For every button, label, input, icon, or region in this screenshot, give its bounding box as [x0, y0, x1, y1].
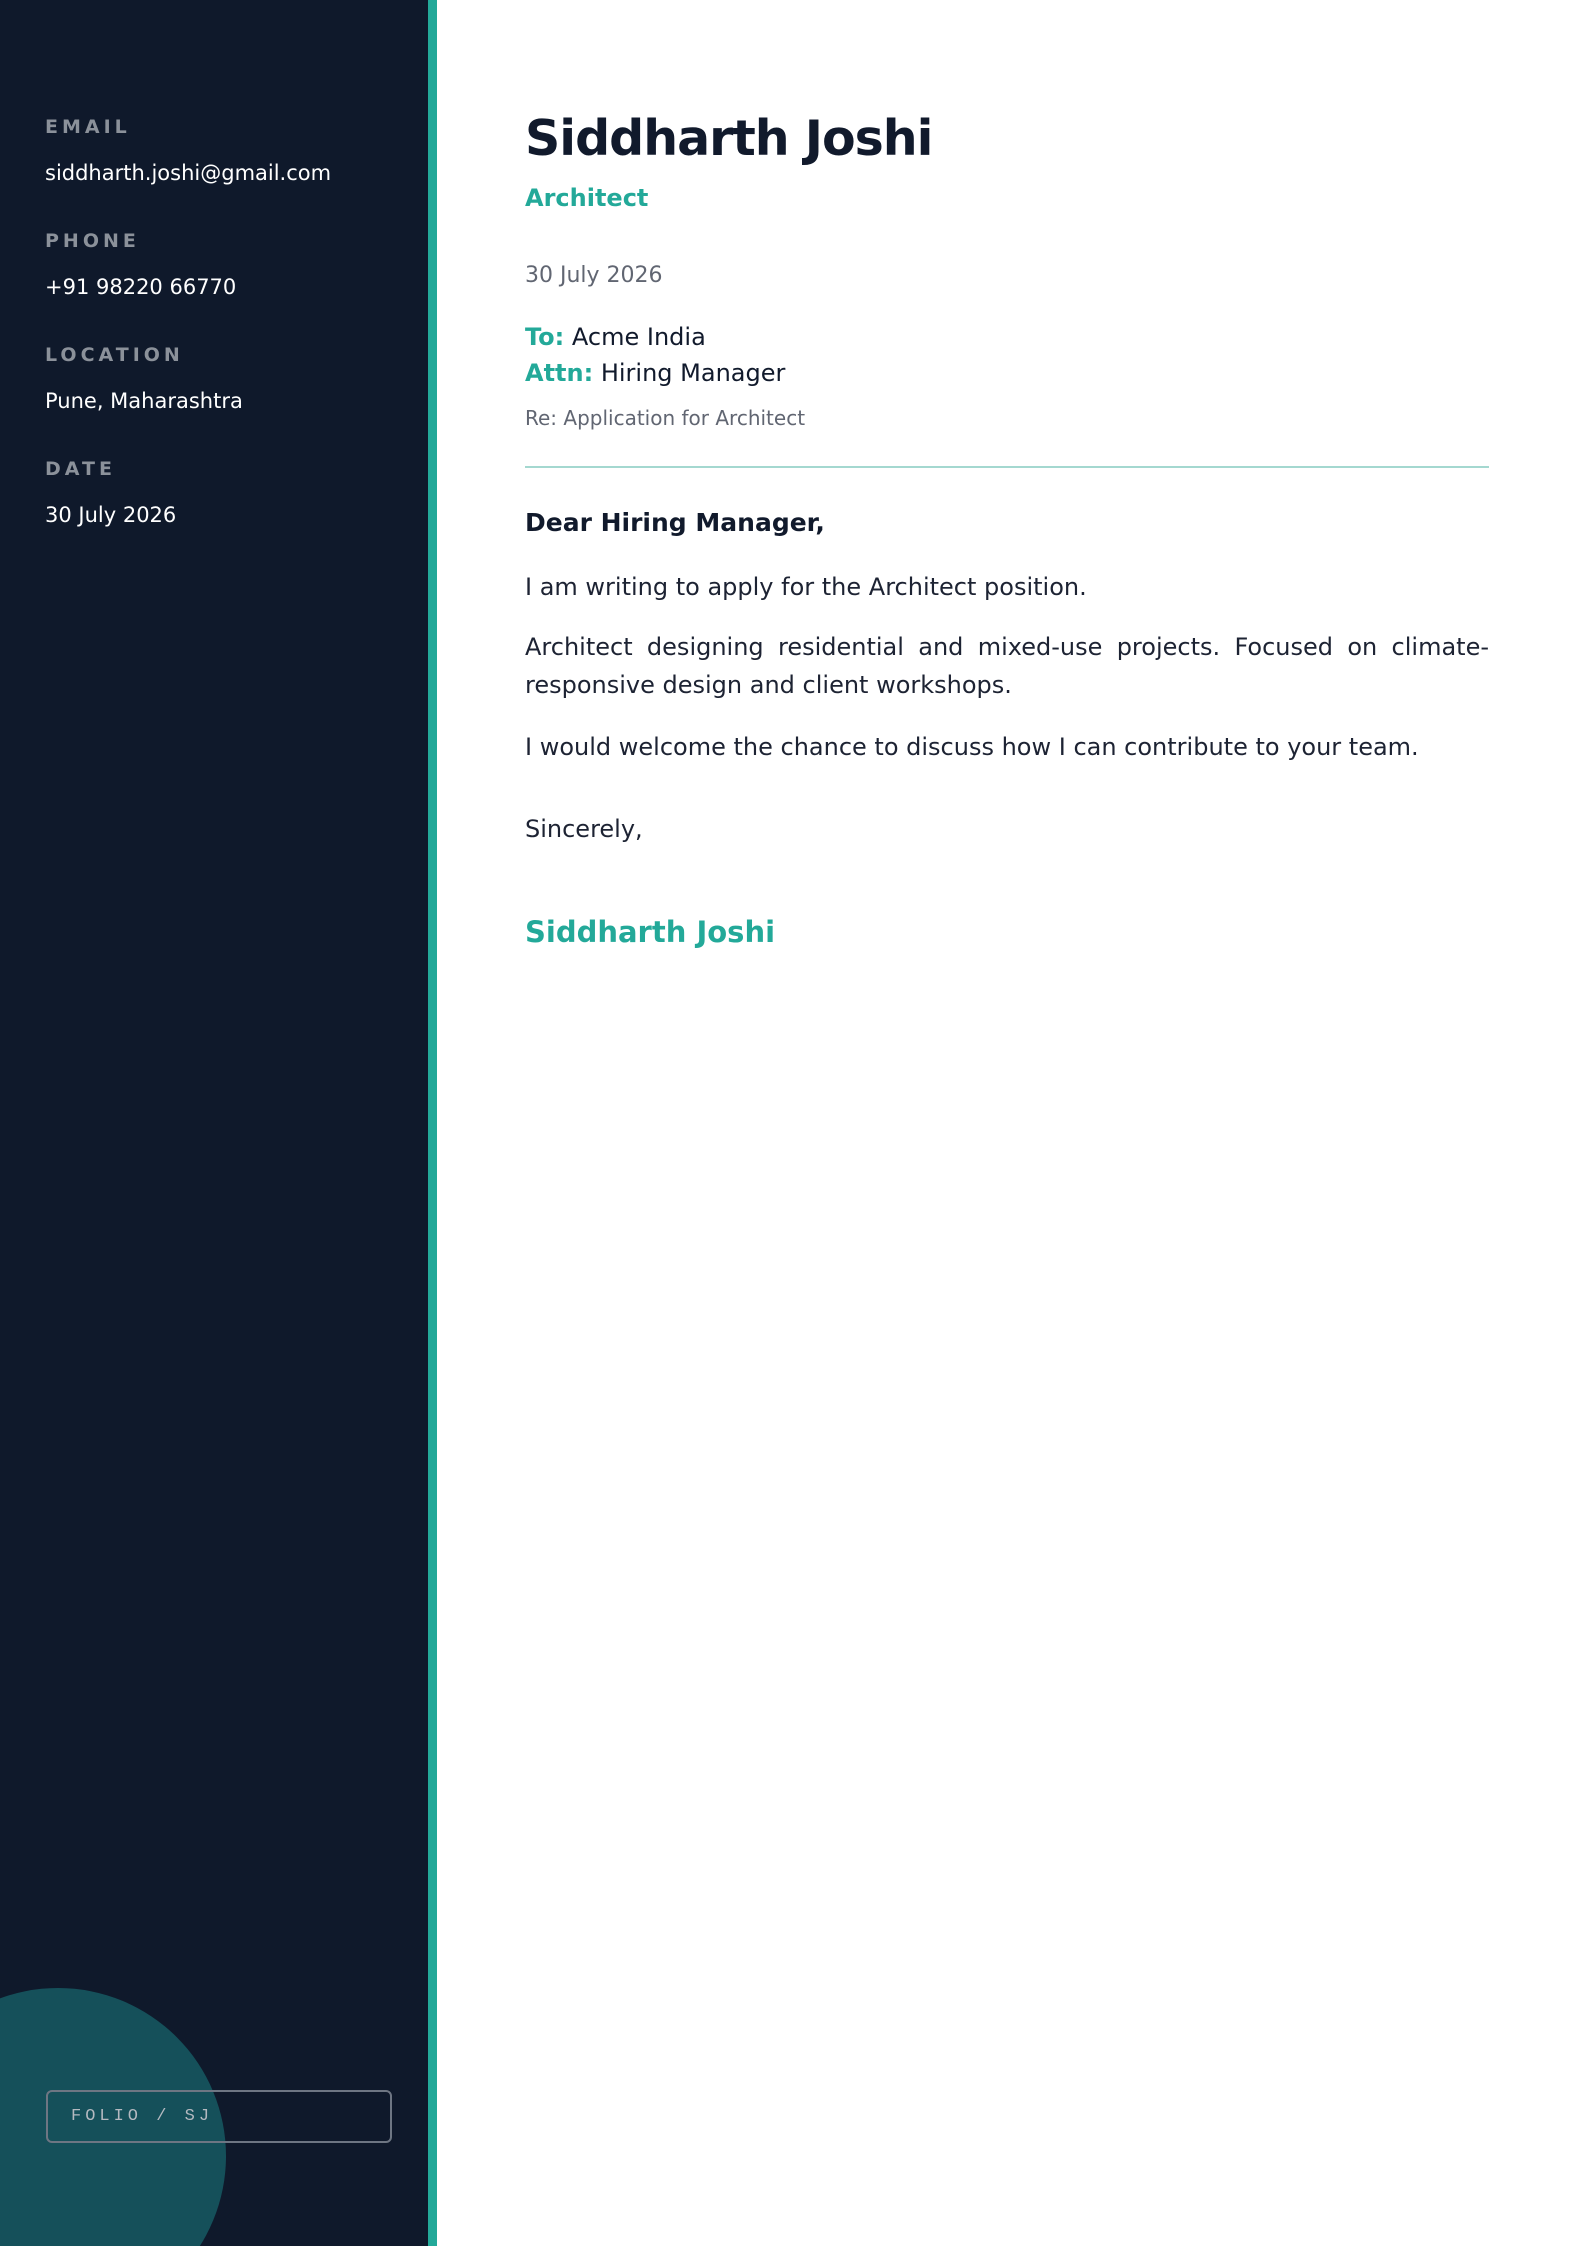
email-label: EMAIL: [45, 116, 131, 138]
location-label: LOCATION: [45, 344, 184, 366]
paragraph: Architect designing residential and mixed-use projects. Focused on climate-responsive design and client workshops.: [525, 633, 1489, 699]
paragraph: I would welcome the chance to discuss how I can contribute to your team.: [525, 733, 1419, 761]
applicant-name: Siddharth Joshi: [525, 110, 933, 167]
phone-section: [45, 230, 236, 300]
phone-label: PHONE: [45, 230, 140, 252]
attn-value: Hiring Manager: [600, 359, 786, 387]
email-section: [45, 116, 331, 186]
recipient-line: [525, 322, 706, 352]
applicant-role: Architect: [525, 184, 649, 212]
date-label: DATE: [45, 458, 116, 480]
folio-badge: FOLIO / SJ: [46, 2090, 392, 2143]
email-value[interactable]: siddharth.joshi@gmail.com: [45, 161, 332, 185]
paragraph: I am writing to apply for the Architect position.: [525, 573, 1087, 601]
closing: Sincerely,: [525, 815, 643, 843]
location-section: [45, 344, 243, 414]
sidebar: [0, 0, 428, 2246]
date-value: 30 July 2026: [45, 503, 177, 527]
attention-line: [525, 358, 785, 388]
header-divider: [525, 466, 1489, 468]
salutation: Dear Hiring Manager,: [525, 508, 825, 537]
to-label: To:: [525, 323, 565, 351]
location-value: Pune, Maharashtra: [45, 389, 243, 413]
attn-label: Attn:: [525, 359, 594, 387]
subject-line: Re: Application for Architect: [525, 406, 806, 430]
phone-value[interactable]: +91 98220 66770: [45, 275, 237, 299]
date-section: [45, 458, 176, 528]
signature: Siddharth Joshi: [525, 915, 776, 949]
letter-date: 30 July 2026: [525, 263, 663, 288]
to-value: Acme India: [571, 323, 706, 351]
accent-divider: [428, 0, 437, 2246]
